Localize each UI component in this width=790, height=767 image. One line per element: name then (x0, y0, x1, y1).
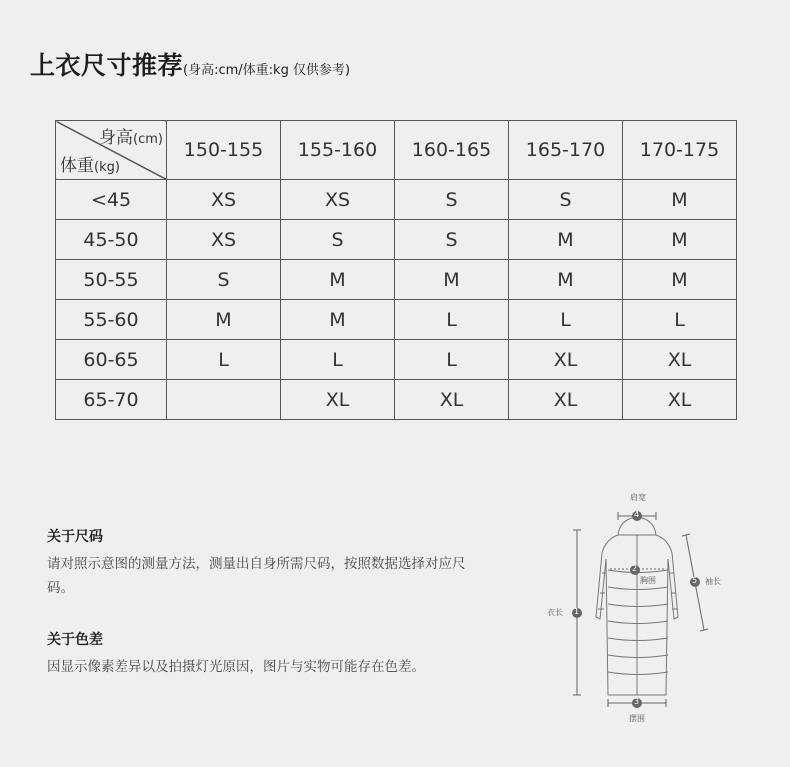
size-cell: L (167, 340, 281, 380)
title-sub: (身高:cm/体重:kg 仅供参考) (183, 63, 351, 78)
table-row (56, 380, 737, 420)
weight-cell: <45 (56, 180, 167, 220)
size-cell: M (623, 260, 737, 300)
size-cell: XS (281, 180, 395, 220)
chest-num: 2 (632, 564, 638, 573)
size-note-heading: 关于尺码 (47, 529, 103, 545)
height-header: 160-165 (395, 121, 509, 180)
size-cell: XL (509, 380, 623, 420)
size-cell: M (281, 260, 395, 300)
size-cell: XS (167, 180, 281, 220)
weight-cell: 55-60 (56, 300, 167, 340)
size-cell: L (395, 300, 509, 340)
size-cell: XL (281, 380, 395, 420)
size-cell: S (395, 220, 509, 260)
size-cell: M (281, 300, 395, 340)
long-down-coat-icon (540, 495, 740, 725)
weight-cell: 45-50 (56, 220, 167, 260)
size-cell: M (623, 180, 737, 220)
length-num: 1 (574, 607, 580, 616)
size-cell: M (167, 300, 281, 340)
table-row (56, 300, 737, 340)
size-cell: L (281, 340, 395, 380)
size-chart-table (55, 120, 737, 420)
size-cell: S (395, 180, 509, 220)
size-cell: M (509, 260, 623, 300)
size-cell: M (509, 220, 623, 260)
color-note-heading: 关于色差 (47, 632, 103, 648)
weight-axis-label: 体重(kg) (60, 156, 120, 176)
size-cell: M (395, 260, 509, 300)
size-cell (167, 380, 281, 420)
shoulder-label: 肩宽 (630, 493, 646, 502)
size-cell: XL (509, 340, 623, 380)
length-label: 衣长 (547, 608, 563, 617)
table-row (56, 260, 737, 300)
title-main: 上衣尺寸推荐 (30, 51, 184, 80)
corner-cell (56, 121, 167, 180)
hem-num: 3 (634, 697, 640, 706)
size-cell: L (509, 300, 623, 340)
height-header: 165-170 (509, 121, 623, 180)
chest-label: 胸围 (640, 576, 656, 585)
size-cell: L (623, 300, 737, 340)
table-row (56, 220, 737, 260)
height-header: 170-175 (623, 121, 737, 180)
table-row (56, 340, 737, 380)
size-note-text: 请对照示意图的测量方法，测量出自身所需尺码，按照数据选择对应尺码。 (47, 556, 466, 596)
size-cell: S (281, 220, 395, 260)
shoulder-num: 4 (634, 510, 640, 519)
size-cell: M (623, 220, 737, 260)
table-header-row (56, 121, 737, 180)
size-cell: S (167, 260, 281, 300)
hem-label: 摆围 (629, 714, 645, 723)
sleeve-label: 袖长 (705, 577, 721, 586)
height-axis-label: 身高(cm) (99, 128, 163, 148)
height-header: 150-155 (167, 121, 281, 180)
page-title (30, 46, 350, 82)
table-row (56, 180, 737, 220)
size-cell: L (395, 340, 509, 380)
size-cell: XS (167, 220, 281, 260)
size-cell: XL (623, 380, 737, 420)
size-cell: XL (395, 380, 509, 420)
weight-cell: 50-55 (56, 260, 167, 300)
color-note-text: 因显示像素差异以及拍摄灯光原因，图片与实物可能存在色差。 (47, 659, 425, 675)
weight-cell: 65-70 (56, 380, 167, 420)
size-cell: S (509, 180, 623, 220)
size-cell: XL (623, 340, 737, 380)
height-header: 155-160 (281, 121, 395, 180)
weight-cell: 60-65 (56, 340, 167, 380)
sleeve-num: 5 (692, 576, 698, 585)
measurement-diagram (540, 495, 740, 725)
